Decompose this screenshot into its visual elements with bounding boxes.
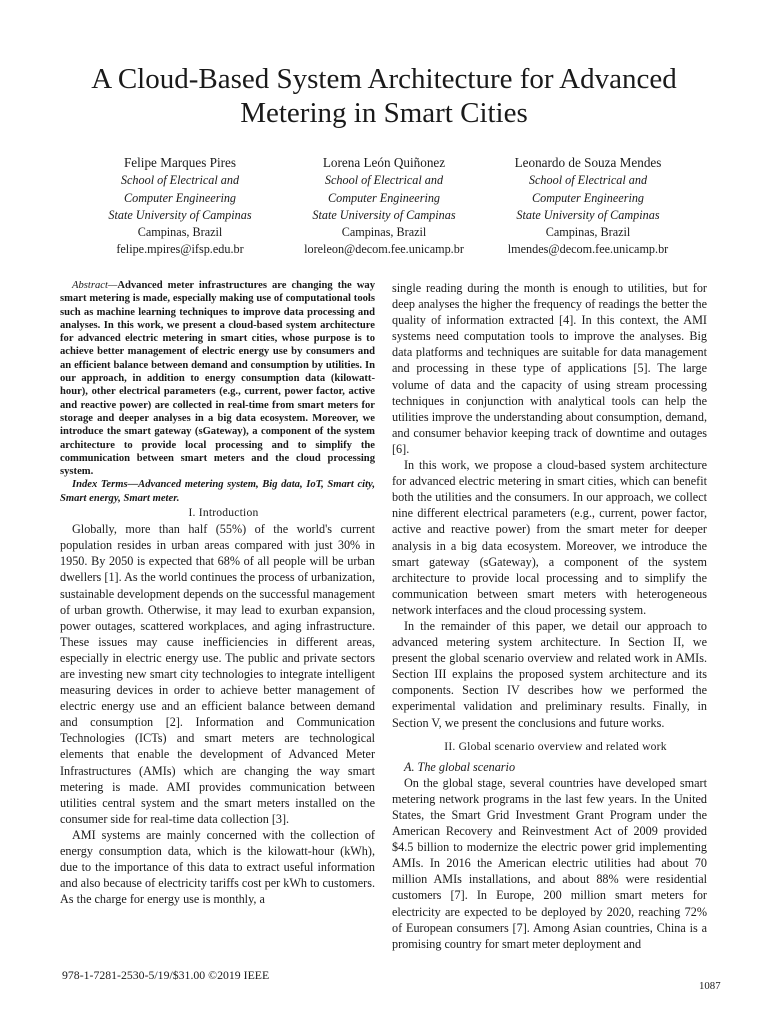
index-terms: Index Terms—Advanced metering system, Big data, IoT, Smart city, Smart energy, Smart meter. [60,479,375,504]
author-block [80,154,688,259]
page-number: 1087 [699,980,721,992]
copyright-footer: 978-1-7281-2530-5/19/$31.00 ©2019 IEEE [62,968,270,982]
author-name: Leonardo de Souza Mendes [514,155,662,170]
section-heading-introduction: I. Introduction [188,506,259,520]
section-heading-global-scenario: II. Global scenario overview and related work [444,739,667,753]
left-column [60,279,375,907]
abstract [60,279,375,478]
author-3 [488,154,688,259]
paragraph: Globally, more than half (55%) of the world's current population resides in urban areas compared with just 30% in 1950. By 2050 is expected that 68% of all people will be urban dwellers [1]. As the world continues the process of urbanization, sustainable development depends on the successful management of urban growth. Otherwise, it may lead to exurban expansion, power outages, scattered workplaces, and aging infrastructure. These issues may cause inefficiencies in different areas, especially in electric energy use. The public and private sectors are investing new smart city technologies to integrate intelligent measuring devices in order to achieve better management of electric energy use and an efficient balance between demand and consumption [2]. Information and Communication Technologies (ICTs) and smart meters are technological elements that enable the development of Advanced Meter Infrastructures (AMIs) which are changing the way smart metering is made. AMI provides communication between utilities central system and the smart meters installed on the consumer side for real-time data collection [3]. [60,522,375,826]
paragraph: On the global stage, several countries have developed smart metering network programs in the last few years. In the United States, the Smart Grid Investment Grant Program under the American Recovery and Reinvestment Act of 2009 provided $4.5 billion to modernize the electric power grid implementing AMIs. In 2016 the American electric utilities had about 70 million AMIs installations, and about 88% were residential customers [7]. In Europe, 200 million smart meters for electricity are expected to be deployed by 2020, reaching 72% of European consumers [7]. Among Asian countries, China is a promising country for smart meter deployment and [392,775,707,951]
abstract-label: Abstract— [72,280,118,291]
author-university: State University of Campinas [312,207,456,222]
author-dept: School of Electrical and [120,173,240,188]
author-dept: School of Electrical and [528,173,648,188]
author-city: Campinas, Brazil [137,225,223,240]
abstract-text: Advanced meter infrastructures are changing the way smart metering is made, especially making use of computational tools such as machine learning techniques to improve data processing and analyses. In this work, we present a cloud-based system architecture for advanced electric metering in smart cities, whose purpose is to achieve better management of electric energy use by consumers and an efficient balance between demand and consumption by utilities. In our approach, in addition to energy consumption data (kilowatt-hour), other electrical parameters (e.g., current, power factor, active and reactive power) are collected in real-time from smart meters for storage and deeper analyses in a big data ecosystem. Moreover, we introduce the smart gateway (sGateway), a component of the system architecture to provide local processing and to simplify the communication between smart meters and the cloud processing system. [60,280,375,478]
paragraph: In the remainder of this paper, we detail our approach to advanced metering system architecture. In Section II, we present the global scenario overview and related work in AMIs. Section III explains the proposed system architecture and its components. Section IV describes how we performed the experimental validation and preliminary results. Finally, in Section V, we present the conclusions and future works. [392,618,707,730]
paragraph: AMI systems are mainly concerned with the collection of energy consumption data, which is the kilowatt-hour (kWh), due to the importance of this data to extract useful information and also because of electricity tariffs cost per kWh to customers. As the charge for energy use is monthly, a [60,827,375,907]
author-2 [284,154,484,259]
author-city: Campinas, Brazil [545,225,631,240]
author-dept: Computer Engineering [327,190,441,205]
right-column [392,280,707,952]
author-dept: Computer Engineering [531,190,645,205]
author-email: lmendes@decom.fee.unicamp.br [507,242,669,257]
author-city: Campinas, Brazil [341,225,427,240]
paragraph: In this work, we propose a cloud-based system architecture for advanced electric metering in smart cities, which can benefit both the utilities and the consumers. In our approach, we collect nine different electrical parameters (e.g., current, power factor, active and reactive power) from the smart meter for deeper analysis in a big data ecosystem. Moreover, we introduce the smart gateway (sGateway), a component of the system architecture to provide local processing and to simplify the communication between smart meters with heterogeneous network interfaces and the cloud processing system. [392,458,707,617]
author-email: felipe.mpires@ifsp.edu.br [116,242,244,257]
author-university: State University of Campinas [516,207,660,222]
author-university: State University of Campinas [108,207,252,222]
paragraph: single reading during the month is enough to utilities, but for deep analyses the higher the frequency of readings the better the quality of information extracted [4]. In this context, the AMI systems need computation tools to improve the analyses. Big data platforms and techniques are suitable for data management and processing in these type of applications [5]. The large volume of data and the capacity of using stream processing techniques in conjunction with analytical tools can help the utilities improve the understanding about consumption, demand, and consumer behavior keeping track of downtime and outages [6]. [392,281,707,456]
author-1 [80,154,280,259]
author-dept: School of Electrical and [324,173,444,188]
author-dept: Computer Engineering [123,190,237,205]
subsection-heading: A. The global scenario [404,759,516,774]
paper-title: A Cloud-Based System Architecture for Advanced Metering in Smart Cities [91,63,677,129]
author-name: Lorena León Quiñonez [322,155,446,170]
author-email: loreleon@decom.fee.unicamp.br [304,242,464,257]
author-name: Felipe Marques Pires [123,155,237,170]
